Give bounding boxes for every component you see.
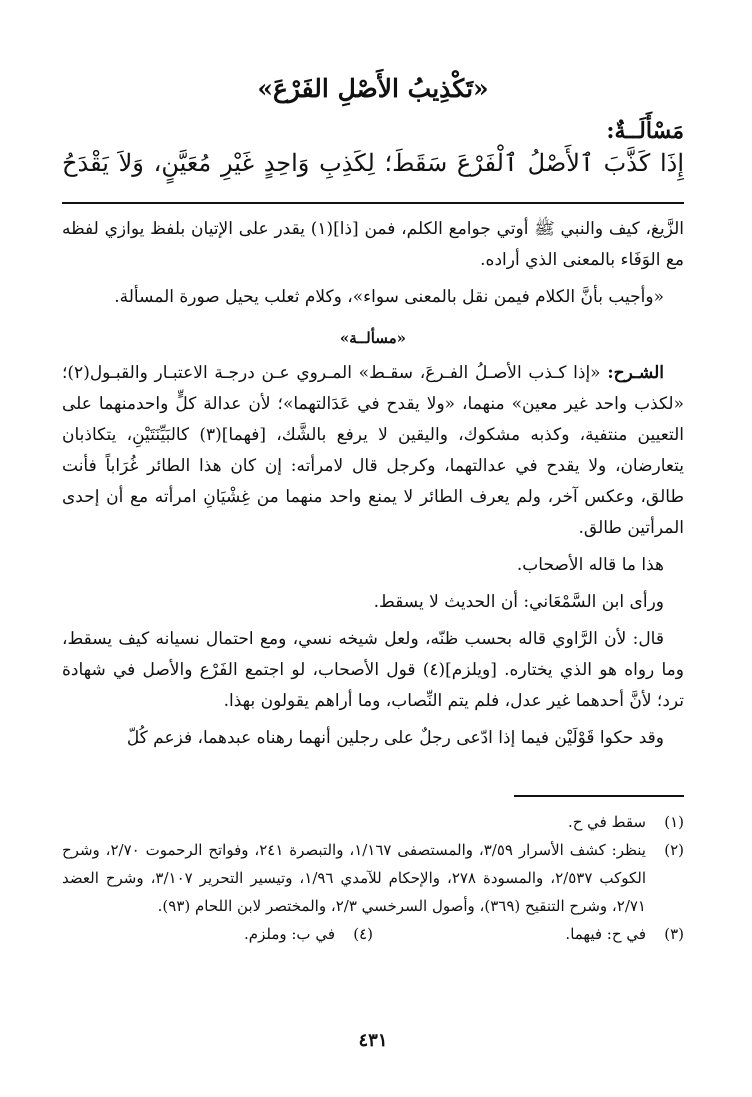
footnotes <box>62 808 684 948</box>
paragraph-6: قال: لأن الرَّاوي قاله بحسب ظنّه، ولعل شيخه نسي، ومع احتمال نسيانه كيف يسقط، وما رواه هو الذي يختاره. [ويلزم](٤) قول الأصحاب، لو اجتمع الفَرْع والأصل في شهادة ترد؛ لأنَّ أحدهما غير عدل، فلم يتم النِّصاب، وما أراهم يقولون بهذا. <box>62 629 684 711</box>
footnote-2 <box>62 836 684 920</box>
book-page <box>62 0 684 1097</box>
footnote-number: (١) <box>664 813 684 831</box>
issue-label: مَسْأَلَــةٌ: <box>606 118 684 144</box>
paragraph-3-text: «إذا كـذب الأصـلُ الفـرعَ، سقـط» المـروي عـن درجـة الاعتبـار والقبـول(٢)؛ «لكذب واحد غير معين» منهما، «ولا يقدح في عَدَالتهما»؛ لأن عدالة كلٍّ واحدمنهما على التعيين منتفية، وكذبه مشكوك، واليقين لا يرفع بالشَّك، [فهما](٣) كالبَيِّنَتَيْنِ، يتكاذبان يتعارضان، ولا يقدح في عدالتهما، وكرجل قال لامرأته: إن كان هذا الطائر غُرَاباً فأنت طالق، وعكس آخر، ولم يعرف الطائر لا يمنع واحد منهما من غِشْيَانِ امرأته مع أن إحدى المرأتين طالق. <box>62 363 684 538</box>
matn-divider <box>62 202 684 204</box>
paragraph-5: ورأى ابن السَّمْعَاني: أن الحديث لا يسقط. <box>373 592 664 612</box>
footnote-3 <box>373 920 684 948</box>
sharh-lead: الشـرح: <box>607 363 664 383</box>
footnote-divider <box>514 795 684 797</box>
footnote-text: في ح: فيهما. <box>565 925 646 943</box>
footnote-number: (٣) <box>664 925 684 943</box>
page-number: ٤٣١ <box>358 1030 388 1051</box>
paragraph-3 <box>62 358 684 544</box>
paragraph-1: الزَّيغ، كيف والنبي ﷺ أوتي جوامع الكلم، فمن [ذا](١) يقدر على الإتيان بلفظ يوازي لفظه مع الوَفَاء بالمعنى الذي أراده. <box>62 219 684 270</box>
footnote-text: في ب: وملزم. <box>244 925 335 943</box>
footnote-text: ينظر: كشف الأسرار ٣/٥٩، والمستصفى ١/١٦٧، والتبصرة ٢٤١، وفواتح الرحموت ٢/٧٠، وشرح الكوكب ٢/٥٣٧، والمسودة ٢٧٨، والإحكام للآمدي ١/٩٦، وتيسير التحرير ٣/١٠٧، وشرح العضد ٢/٧١، وشرح التنقيح (٣٦٩)، وأصول السرخسي ٢/٣، والمختصر لابن اللحام (٩٣). <box>62 841 646 915</box>
footnote-text: سقط في ح. <box>567 813 646 831</box>
footnote-4 <box>62 920 373 948</box>
footnote-1 <box>62 808 684 836</box>
chapter-title: «تَكْذِيبُ الأَصْلِ الفَرْعَ» <box>257 74 489 103</box>
footnote-number: (٢) <box>664 841 684 859</box>
footnote-number: (٤) <box>353 925 373 943</box>
paragraph-7: وقد حكوا قَوْلَيْن فيما إذا ادّعى رجلٌ على رجلين أنهما رهناه عبدهما، فزعم كُلّ <box>126 728 664 748</box>
sub-heading: «مسألــة» <box>339 329 407 347</box>
matn-text: إِذَا كَذَّبَ ٱلأَصْلُ ٱلْفَرْعَ سَقَطَ؛ لِكَذِبِ وَاحِدٍ غَيْرِ مُعَيَّنٍ، وَلاَ يَقْدَحُ <box>62 149 684 177</box>
paragraph-2: «وأجيب بأنَّ الكلام فيمن نقل بالمعنى سواء»، وكلام ثعلب يحيل صورة المسألة. <box>114 287 664 307</box>
footnote-row-3-4 <box>62 920 684 948</box>
commentary-body <box>62 214 684 754</box>
paragraph-4: هذا ما قاله الأصحاب. <box>516 555 664 575</box>
